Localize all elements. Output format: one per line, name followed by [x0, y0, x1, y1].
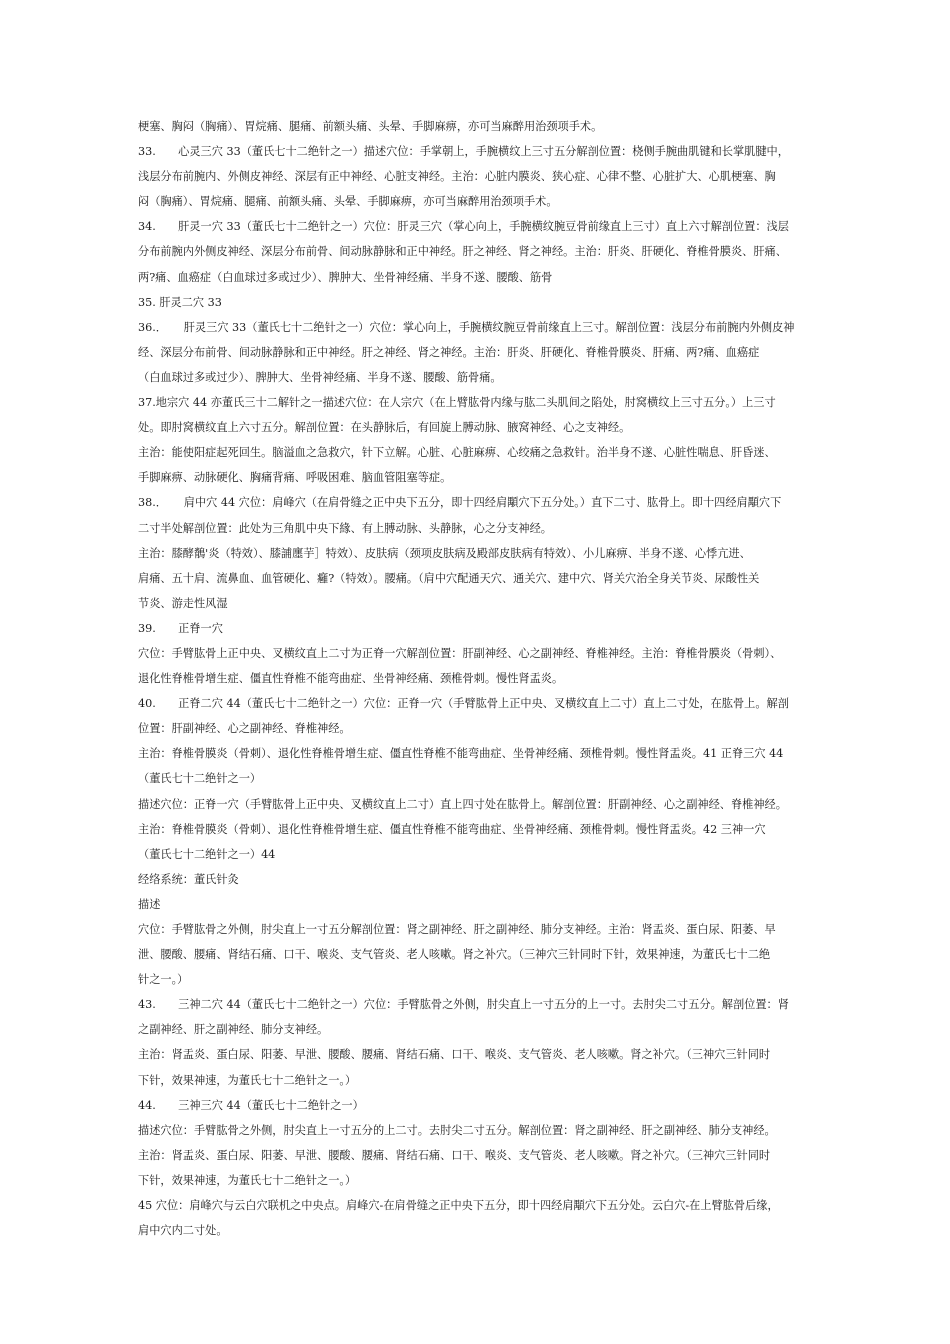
- text-line: 手脚麻痹、动脉硬化、胸痛背痛、呼吸困难、脑血管阻塞等症。: [138, 471, 452, 485]
- text-line: 主治：肾盂炎、蛋白尿、阳萎、早泄、腰酸、腰痛、肾结石痛、口干、喉炎、支气管炎、老人咳嗽。肾之补穴。（三神穴三针同时: [138, 1048, 771, 1062]
- text-line: 主治：脊椎骨膜炎（骨刺）、退化性脊椎骨增生症、僵直性脊椎不能弯曲症、坐骨神经痛、颈椎骨刺。慢性肾盂炎。41 正脊三穴 44: [138, 747, 784, 761]
- text-line: 穴位：手臂肱骨上正中央、叉横纹直上二寸为正脊一穴解剖位置：肝副神经、心之副神经、脊椎神经。主治：脊椎骨膜炎（骨刺）、: [138, 646, 782, 660]
- text-line: 主治：脊椎骨膜炎（骨刺）、退化性脊椎骨增生症、僵直性脊椎不能弯曲症、坐骨神经痛、颈椎骨刺。慢性肾盂炎。42 三神一穴: [138, 822, 766, 836]
- text-line: 35. 肝灵二穴 33: [138, 295, 222, 309]
- text-line: 退化性脊椎骨增生症、僵直性脊椎不能弯曲症、坐骨神经痛、颈椎骨刺。慢性肾盂炎。: [138, 672, 564, 686]
- text-line: 肩中穴内二寸处。: [138, 1224, 228, 1238]
- text-line: 主治：肾盂炎、蛋白尿、阳萎、早泄、腰酸、腰痛、肾结石痛、口干、喉炎、支气管炎、老人咳嗽。肾之补穴。（三神穴三针同时: [138, 1148, 771, 1162]
- text-line: （董氏七十二绝针之一）44: [138, 847, 276, 861]
- text-line: 梗塞、胸闷（胸痛）、胃烷痛、腿痛、前额头痛、头晕、手脚麻痹，亦可当麻醉用治颈项手术。: [138, 120, 603, 133]
- text-line: 描述穴位：正脊一穴（手臂肱骨上正中央、叉横纹直上二寸）直上四寸处在肱骨上。解剖位置：肝副神经、心之副神经、脊椎神经。: [138, 797, 787, 811]
- text-line: 44. 三神三穴 44（董氏七十二绝针之一）: [138, 1098, 364, 1112]
- text-line: 针之一。）: [138, 973, 189, 987]
- text-line: （白血球过多或过少）、脾肿大、坐骨神经痛、半身不遂、腰酸、筋骨痛。: [138, 370, 502, 384]
- text-line: 主治：膝酵鶺'炎（特效）、膝誧廛芋］特效）、皮肤病（颈项皮肤病及殿部皮肤病有特效）、小儿麻痹、半身不遂、心悸亢进、: [138, 546, 751, 560]
- text-line: 之副神经、肝之副神经、肺分支神经。: [138, 1023, 329, 1037]
- text-line: 二寸半处解剖位置：此处为三角肌中央下緣、有上膊动脉、头静脉，心之分支神经。: [138, 521, 552, 535]
- text-line: 主治：能使阳症起死回生。脑溢血之急救穴，针下立解。心脏、心脏麻痹、心绞痛之急救针。治半身不遂、心脏性喘息、肝昏迷、: [138, 446, 776, 460]
- text-line: 34. 肝灵一穴 33（董氏七十二绝针之一）穴位：肝灵三穴（掌心向上，手腕横纹腕豆骨前缘直上三寸）直上六寸解剖位置：浅层: [138, 220, 789, 234]
- text-line: 45 穴位：肩峰穴与云白穴联机之中央点。肩峰穴-在肩骨缝之正中央下五分，即十四经肩顒穴下五分处。云白穴-在上臂肱骨后缘，: [138, 1199, 779, 1213]
- document-page: [138, 114, 814, 1243]
- text-line: 描述: [138, 897, 161, 911]
- text-line: （董氏七十二绝针之一）: [138, 772, 262, 786]
- text-line: 位置：肝副神经、心之副神经、脊椎神经。: [138, 722, 351, 736]
- text-line: 闷（胸痛）、胃烷痛、腿痛、前额头痛、头晕、手脚麻痹，亦可当麻醉用治颈项手术。: [138, 195, 558, 209]
- text-line: 泄、腰酸、腰痛、肾结石痛、口干、喉炎、支气管炎、老人咳嗽。肾之补穴。（三神穴三针同时下针，效果神速，为董氏七十二绝: [138, 948, 771, 962]
- text-line: 浅层分布前腕内、外侧皮神经、深层有正中神经、心脏支神经。主治：心脏内膜炎、狭心症、心律不整、心脏扩大、心肌梗塞、胸: [138, 170, 776, 184]
- text-line: 39. 正脊一穴: [138, 621, 223, 635]
- text-line: 经、深层分布前骨、间动脉静脉和正中神经。肝之神经、肾之神经。主治：肝炎、肝硬化、脊椎骨膜炎、肝痛、两?痛、血癌症: [138, 345, 760, 359]
- text-line: 37.地宗穴 44 亦董氏三十二解针之一描述穴位：在人宗穴（在上臂肱骨内缘与肱二头肌间之陷处，肘窝横纹上三寸五分。）上三寸: [138, 396, 776, 410]
- text-line: 处。即肘窝横纹直上六寸五分。解剖位置：在头静脉后，有回旋上膊动脉、腋窝神经、心之支神经。: [138, 421, 631, 435]
- text-line: 36.． 肝灵三穴 33（董氏七十二绝针之一）穴位：掌心向上，手腕横纹腕豆骨前缘直上三寸。解剖位置：浅层分布前腕内外侧皮神: [138, 320, 795, 334]
- text-line: 描述穴位：手臂肱骨之外侧，肘尖直上一寸五分的上二寸。去肘尖二寸五分。解剖位置：肾之副神经、肝之副神经、肺分支神经。: [138, 1123, 776, 1137]
- text-line: 节炎、游走性风湿: [138, 596, 228, 610]
- text-line: 两?痛、血癌症（白血球过多或过少）、脾肿大、坐骨神经痛、半身不遂、腰酸、筋骨: [138, 270, 553, 284]
- text-line: 分布前腕内外侧皮神经、深层分布前骨、间动脉静脉和正中神经。肝之神经、肾之神经。主治：肝炎、肝硬化、脊椎骨膜炎、肝痛、: [138, 245, 787, 259]
- text-line: 下针，效果神速，为董氏七十二绝针之一。）: [138, 1173, 357, 1187]
- text-line: 33. 心灵三穴 33（董氏七十二绝针之一）描述穴位：手掌朝上，手腕横纹上三寸五分解剖位置：桡侧手腕曲肌键和长掌肌腱中，: [138, 145, 789, 159]
- text-line: 经络系统：董氏针灸: [138, 872, 239, 886]
- text-line: 穴位：手臂肱骨之外侧，肘尖直上一寸五分解剖位置：肾之副神经、肝之副神经、肺分支神经。主治：肾盂炎、蛋白尿、阳萎、早: [138, 923, 776, 936]
- text-line: 43. 三神二穴 44（董氏七十二绝针之一）穴位：手臂肱骨之外侧，肘尖直上一寸五分的上一寸。去肘尖二寸五分。解剖位置：肾: [138, 998, 789, 1012]
- text-line: 肩痛、五十肩、流鼻血、血管硬化、癰?（特效）。腰痛。（肩中穴配通天穴、通关穴、建中穴、肾关穴治全身关节炎、尿酸性关: [138, 571, 760, 585]
- text-line: 38.． 肩中穴 44 穴位：肩峰穴（在肩骨缝之正中央下五分，即十四经肩顒穴下五分处。）直下二寸、肱骨上。即十四经肩顒穴下: [138, 496, 782, 510]
- text-line: 40. 正脊二穴 44（董氏七十二绝针之一）穴位：正脊一穴（手臂肱骨上正中央、叉横纹直上二寸）直上二寸处，在肱骨上。解剖: [138, 697, 789, 711]
- text-line: 下针，效果神速，为董氏七十二绝针之一。）: [138, 1073, 357, 1087]
